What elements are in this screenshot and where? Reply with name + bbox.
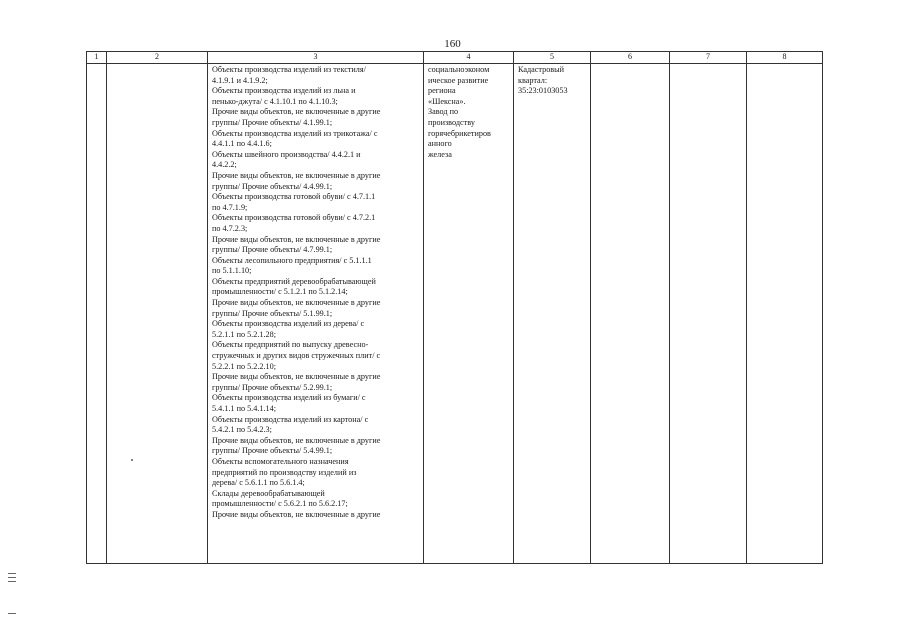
text-line: 5.2.2.1 по 5.2.2.10;: [212, 361, 276, 371]
text-line: Прочие виды объектов, не включенные в другие: [212, 234, 381, 244]
text-line: группы/ Прочие объекты/ 5.2.99.1;: [212, 382, 333, 392]
text-line: группы/ Прочие объекты/ 5.1.99.1;: [212, 308, 333, 318]
scan-speck: [131, 459, 133, 461]
row-cell-3-object-types: [208, 64, 424, 564]
table-header-row: [87, 52, 823, 64]
text-line: Объекты производства изделий из льна и: [212, 86, 356, 96]
text-line: региона: [428, 86, 456, 96]
text-line: производству: [428, 117, 475, 127]
text-line: Прочие виды объектов, не включенные в другие: [212, 298, 381, 308]
row-cell-6: [591, 64, 670, 564]
text-line: Объекты производства готовой обуви/ с 4.7.2.1: [212, 213, 376, 223]
text-line: Объекты лесопильного предприятия/ с 5.1.1.1: [212, 255, 372, 265]
text-line: анного: [428, 139, 452, 149]
text-line: Объекты производства готовой обуви/ с 4.7.1.1: [212, 192, 376, 202]
row-cell-2: [107, 64, 208, 564]
text-line: Объекты производства изделий из трикотажа/ с: [212, 128, 378, 138]
text-line: 5.4.1.1 по 5.4.1.14;: [212, 404, 276, 413]
text-line: по 4.7.1.9;: [212, 202, 248, 212]
row-cell-1: [87, 64, 107, 564]
header-cell-2: 2: [107, 52, 208, 64]
text-line: группы/ Прочие объекты/ 5.4.99.1;: [212, 446, 333, 456]
text-line: Объекты швейного производства/ 4.4.2.1 и: [212, 149, 361, 159]
text-line: квартал:: [518, 75, 548, 85]
text-line: Кадастровый: [518, 65, 565, 74]
text-line: Объекты вспомогательного назначения: [212, 456, 349, 466]
text-line: Прочие виды объектов, не включенные в другие: [212, 107, 381, 117]
text-line: Объекты предприятий по выпуску древесно-: [212, 340, 369, 350]
header-cell-5: 5: [514, 52, 591, 64]
text-line: 4.4.1.1 по 4.4.1.6;: [212, 139, 272, 149]
text-line: предприятий по производству изделий из: [212, 467, 357, 477]
header-cell-1: 1: [87, 52, 107, 64]
text-line: 4.1.9.1 и 4.1.9.2;: [212, 75, 268, 85]
row-cell-4-purpose: [424, 64, 514, 564]
text-line: Прочие виды объектов, не включенные в другие: [212, 435, 381, 445]
text-line: Объекты производства изделий из текстиля/: [212, 65, 366, 74]
text-line: 5.2.1.1 по 5.2.1.28;: [212, 329, 276, 339]
text-line: стружечных и других видов стружечных плит/ с: [212, 351, 381, 361]
text-line: дерева/ с 5.6.1.1 по 5.6.1.4;: [212, 478, 305, 488]
text-line: Склады деревообрабатывающей: [212, 488, 325, 498]
text-line: группы/ Прочие объекты/ 4.7.99.1;: [212, 245, 333, 255]
purpose-text: [424, 64, 513, 160]
header-cell-7: 7: [670, 52, 747, 64]
object-types-text: [208, 64, 423, 521]
text-line: «Шексна».: [428, 96, 466, 106]
row-cell-7: [670, 64, 747, 564]
page-number: 160: [444, 38, 461, 50]
text-line: горячебрикетиров: [428, 128, 491, 138]
header-cell-3: 3: [208, 52, 424, 64]
text-line: Объекты производства изделий из картона/ с: [212, 414, 369, 424]
text-line: промышленности/ с 5.1.2.1 по 5.1.2.14;: [212, 287, 348, 297]
text-line: по 4.7.2.3;: [212, 223, 248, 233]
text-line: по 5.1.1.10;: [212, 266, 252, 276]
text-line: социальноэконом: [428, 65, 490, 74]
margin-mark: [8, 581, 16, 582]
text-line: 5.4.2.1 по 5.4.2.3;: [212, 425, 272, 435]
margin-mark: [8, 573, 16, 574]
text-line: группы/ Прочие объекты/ 4.1.99.1;: [212, 117, 333, 127]
text-line: железа: [428, 149, 452, 159]
row-cell-8: [747, 64, 823, 564]
text-line: Прочие виды объектов, не включенные в другие: [212, 170, 381, 180]
text-line: ическое развитие: [428, 75, 489, 85]
header-cell-8: 8: [747, 52, 823, 64]
cadastral-text: [514, 64, 590, 97]
text-line: пенько-джута/ с 4.1.10.1 по 4.1.10.3;: [212, 96, 338, 106]
text-line: Прочие виды объектов, не включенные в другие: [212, 372, 381, 382]
table-row: [87, 64, 823, 564]
header-cell-6: 6: [591, 52, 670, 64]
text-line: Прочие виды объектов, не включенные в другие: [212, 509, 381, 519]
text-line: Завод по: [428, 107, 459, 117]
text-line: 4.4.2.2;: [212, 160, 237, 170]
text-line: Объекты предприятий деревообрабатывающей: [212, 276, 376, 286]
text-line: промышленности/ с 5.6.2.1 по 5.6.2.17;: [212, 499, 348, 509]
header-cell-4: 4: [424, 52, 514, 64]
margin-mark: [8, 577, 16, 578]
text-line: группы/ Прочие объекты/ 4.4.99.1;: [212, 181, 333, 191]
text-line: Объекты производства изделий из дерева/ с: [212, 319, 365, 329]
row-cell-5-cadastral: [514, 64, 591, 564]
margin-mark: [8, 613, 16, 614]
document-table: [86, 51, 823, 564]
text-line: 35:23:0103053: [518, 86, 568, 96]
text-line: Объекты производства изделий из бумаги/ с: [212, 393, 366, 403]
